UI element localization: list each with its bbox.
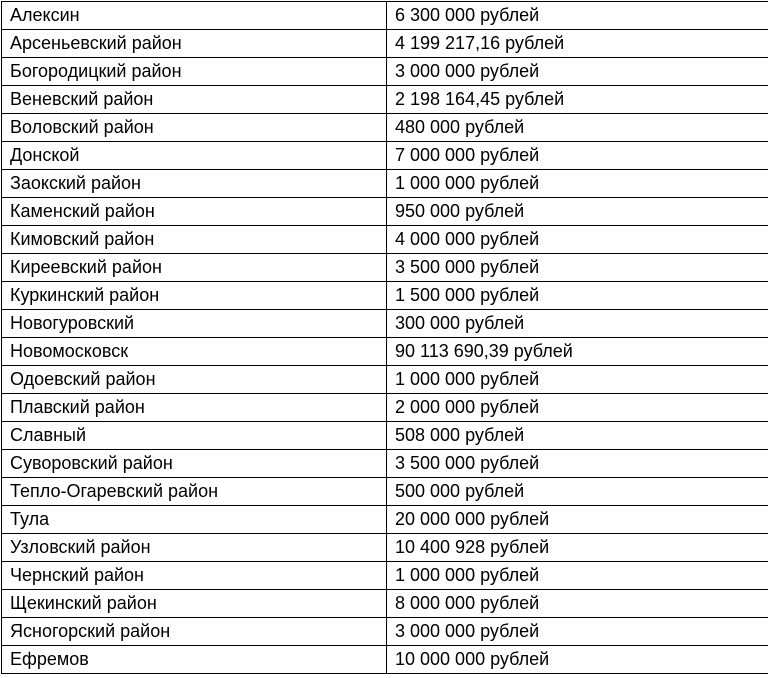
table-row [2,198,768,226]
district-name: Новогуровский [2,310,387,338]
table-row [2,506,768,534]
table-row [2,618,768,646]
district-name: Воловский район [2,114,387,142]
district-name: Плавский район [2,394,387,422]
amount-value: 2 000 000 рублей [387,394,768,422]
district-name: Киреевский район [2,254,387,282]
district-name: Ясногорский район [2,618,387,646]
table-row [2,282,768,310]
table-row [2,226,768,254]
table-row [2,450,768,478]
table-row [2,366,768,394]
district-name: Чернский район [2,562,387,590]
district-name: Арсеньевский район [2,30,387,58]
table-row [2,338,768,366]
table-row [2,114,768,142]
amount-value: 1 000 000 рублей [387,562,768,590]
district-name: Куркинский район [2,282,387,310]
amount-value: 500 000 рублей [387,478,768,506]
amount-value: 3 000 000 рублей [387,618,768,646]
district-name: Донской [2,142,387,170]
funding-table [1,1,768,674]
amount-value: 90 113 690,39 рублей [387,338,768,366]
amount-value: 1 000 000 рублей [387,170,768,198]
district-name: Заокский район [2,170,387,198]
amount-value: 10 000 000 рублей [387,646,768,674]
table-row [2,562,768,590]
district-name: Тепло-Огаревский район [2,478,387,506]
table-row [2,30,768,58]
amount-value: 3 000 000 рублей [387,58,768,86]
amount-value: 1 000 000 рублей [387,366,768,394]
amount-value: 20 000 000 рублей [387,506,768,534]
table-row [2,534,768,562]
amount-value: 950 000 рублей [387,198,768,226]
amount-value: 6 300 000 рублей [387,2,768,30]
table-row [2,590,768,618]
table-row [2,170,768,198]
amount-value: 508 000 рублей [387,422,768,450]
table-row [2,478,768,506]
amount-value: 4 000 000 рублей [387,226,768,254]
amount-value: 10 400 928 рублей [387,534,768,562]
district-name: Алексин [2,2,387,30]
amount-value: 1 500 000 рублей [387,282,768,310]
district-name: Суворовский район [2,450,387,478]
amount-value: 3 500 000 рублей [387,254,768,282]
table-row [2,646,768,674]
table-row [2,2,768,30]
district-name: Веневский район [2,86,387,114]
table-row [2,394,768,422]
amount-value: 300 000 рублей [387,310,768,338]
amount-value: 3 500 000 рублей [387,450,768,478]
table-row [2,254,768,282]
district-name: Одоевский район [2,366,387,394]
amount-value: 8 000 000 рублей [387,590,768,618]
table-row [2,310,768,338]
funding-table-body [2,2,768,674]
table-row [2,422,768,450]
district-name: Новомосковск [2,338,387,366]
district-name: Узловский район [2,534,387,562]
district-name: Ефремов [2,646,387,674]
table-row [2,86,768,114]
amount-value: 480 000 рублей [387,114,768,142]
district-name: Богородицкий район [2,58,387,86]
district-name: Кимовский район [2,226,387,254]
district-name: Щекинский район [2,590,387,618]
table-row [2,142,768,170]
district-name: Славный [2,422,387,450]
amount-value: 7 000 000 рублей [387,142,768,170]
amount-value: 2 198 164,45 рублей [387,86,768,114]
district-name: Каменский район [2,198,387,226]
district-name: Тула [2,506,387,534]
amount-value: 4 199 217,16 рублей [387,30,768,58]
table-row [2,58,768,86]
